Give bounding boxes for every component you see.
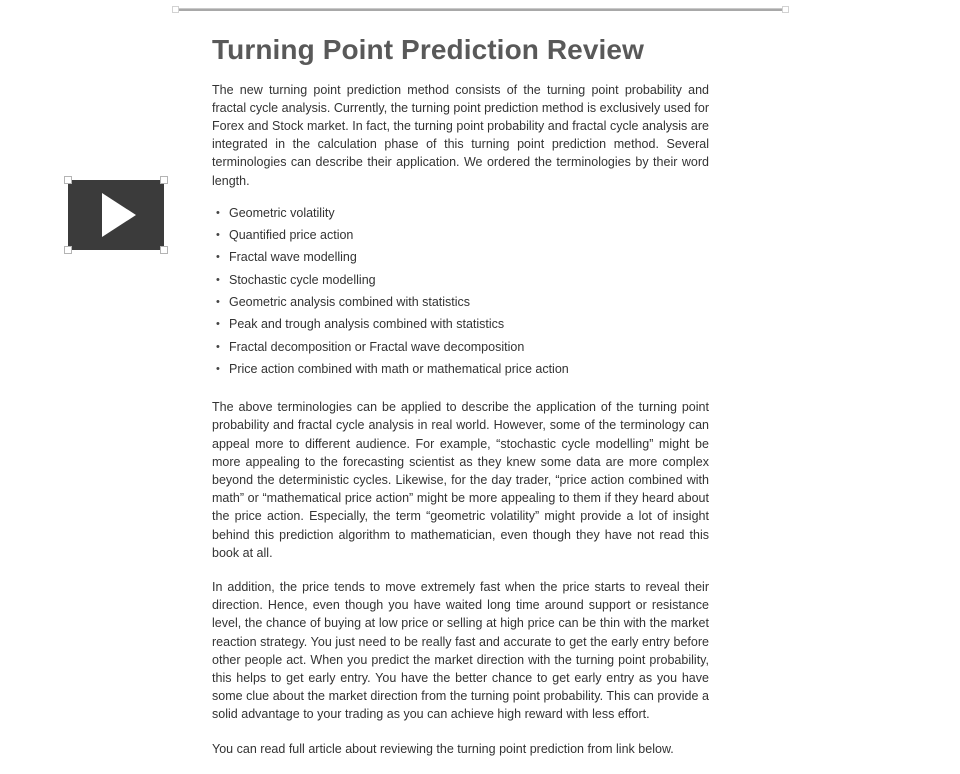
resize-handle-bottom-right[interactable] (160, 246, 168, 254)
resize-handle-top-left[interactable] (64, 176, 72, 184)
rule-handle-right[interactable] (782, 6, 789, 13)
paragraph-three: In addition, the price tends to move extremely fast when the price starts to reveal their direction. Hence, even though you have waited long time around support or resistance level, the chance of buying at low price or selling at high price can be thin with the market reaction strategy. You just need to be really fast and accurate to get the early entry before other people act. When you predict the market direction with the turning point probability, this helps to get early entry. You have the better chance to get early entry as you have some clue about the market direction from the turning point probability. This can provide a solid advantage to your trading as you can achieve high reward with less effort. (212, 580, 709, 722)
intro-paragraph: The new turning point prediction method consists of the turning point probability and fractal cycle analysis. Currently, the turning point prediction method is exclusively used for Forex and Stock market. In fact, the turning point probability and fractal cycle analysis are integrated in the calculation phase of this turning point prediction method. Several terminologies can describe their application. We ordered the terminologies by their word length. (212, 82, 709, 188)
video-selection-outline (64, 176, 168, 254)
list-item: • Price action combined with math or mathematical price action (212, 358, 709, 380)
list-item: • Fractal decomposition or Fractal wave decomposition (212, 336, 709, 358)
list-item: • Fractal wave modelling (212, 246, 709, 268)
closing-paragraph: You can read full article about reviewing the turning point prediction from link below. (212, 741, 674, 756)
paragraph-two: The above terminologies can be applied to describe the application of the turning point probability and fractal cycle analysis in real world. However, some of the terminology can appeal more to different audience. For example, “stochastic cycle modelling” might be more appealing to the forecasting scientist as they knew some data are more complex beyond the deterministic cycles. Likewise, for the day trader, “price action combined with math” or “mathematical price action” might be more appealing to them if they heard about the price action. Especially, the term “geometric volatility” might provide a lot of insight behind this prediction algorithm to mathematician, even though they have not read this book at all. (212, 400, 709, 560)
list-item: • Peak and trough analysis combined with statistics (212, 313, 709, 335)
horizontal-rule (175, 8, 786, 11)
list-item: • Quantified price action (212, 224, 709, 246)
page-title: Turning Point Prediction Review (212, 34, 644, 65)
resize-handle-top-right[interactable] (160, 176, 168, 184)
top-divider (175, 0, 786, 12)
rule-handle-left[interactable] (172, 6, 179, 13)
list-item: • Stochastic cycle modelling (212, 269, 709, 291)
list-item: • Geometric analysis combined with statistics (212, 291, 709, 313)
article-body (212, 33, 709, 774)
terminology-list (212, 202, 709, 380)
resize-handle-bottom-left[interactable] (64, 246, 72, 254)
list-item: • Geometric volatility (212, 202, 709, 224)
